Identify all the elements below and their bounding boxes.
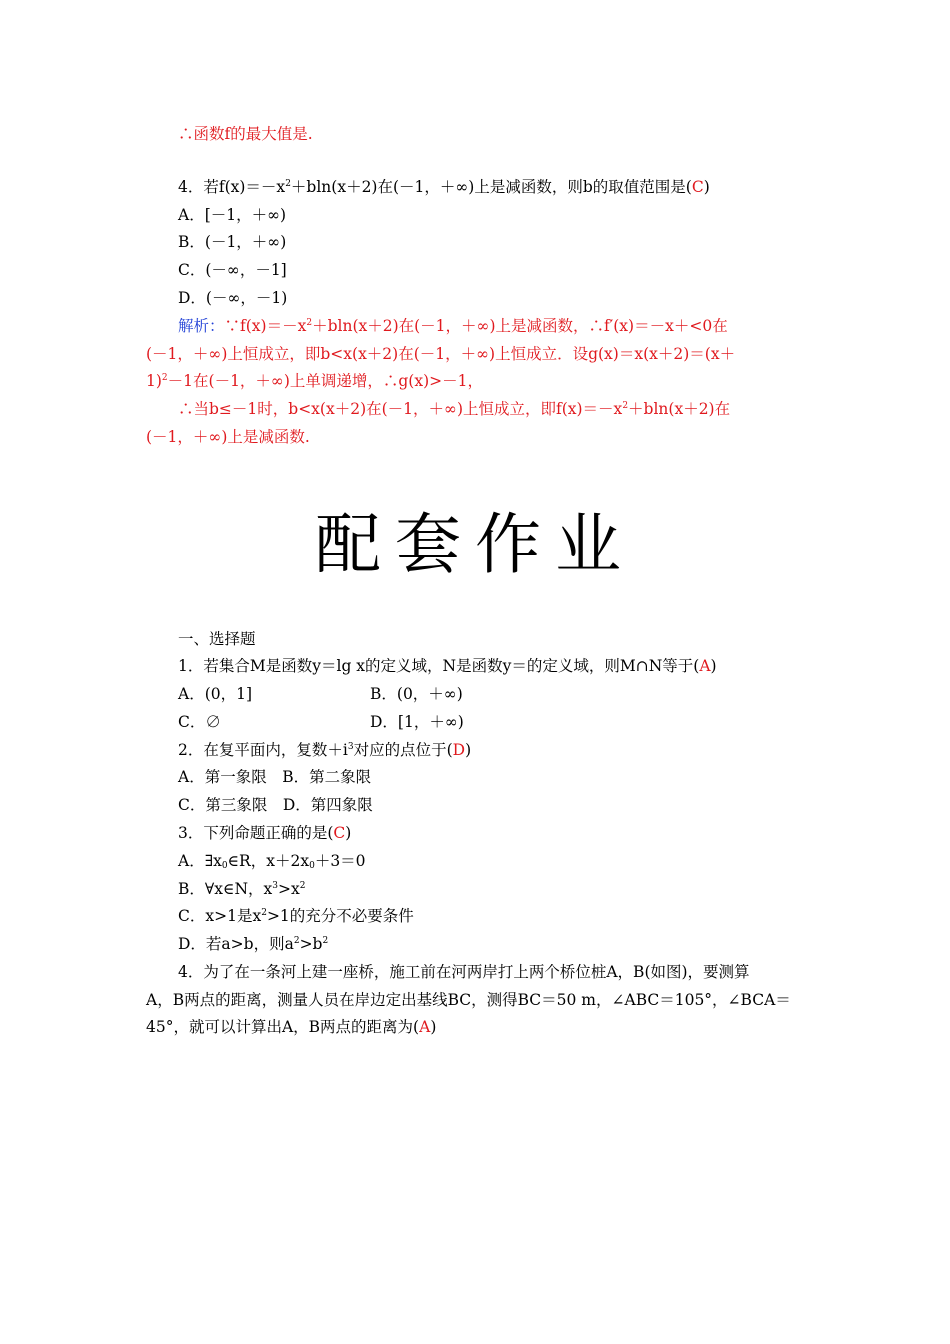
q3-option-d bbox=[178, 934, 328, 954]
superscript: 2 bbox=[285, 179, 291, 189]
option-a: A．[－1，＋∞) bbox=[178, 206, 287, 224]
q2-options-row-2: C．第三象限 D．第四象限 bbox=[178, 796, 373, 814]
option-text: B．∀x∈N，x bbox=[178, 880, 273, 898]
option-b: B．(－1，＋∞) bbox=[178, 233, 287, 251]
part-heading: 一、选择题 bbox=[178, 630, 256, 648]
stem-text: 4．若f(x)＝－x bbox=[178, 178, 286, 196]
answer-letter: C bbox=[333, 824, 346, 842]
option-text: ＋3＝0 bbox=[314, 852, 366, 870]
superscript: 2 bbox=[306, 318, 313, 328]
option-text: >b bbox=[299, 935, 323, 953]
answer-letter: C bbox=[691, 178, 704, 196]
superscript: 2 bbox=[261, 908, 267, 918]
q1-option-b: B．(0，＋∞) bbox=[370, 685, 463, 703]
q4-line-1: 4．为了在一条河上建一座桥，施工前在河两岸打上两个桥位桩A，B(如图)，要测算 bbox=[178, 963, 750, 981]
q4-line-2: A，B两点的距离，测量人员在岸边定出基线BC，测得BC＝50 m，∠ABC＝105°，∠BCA＝ bbox=[146, 991, 791, 1009]
analysis-text: ∵f(x)＝－x bbox=[224, 317, 307, 335]
stem-text: 对应的点位于( bbox=[353, 741, 453, 759]
conclusion-line: ∴函数f的最大值是. bbox=[178, 125, 313, 143]
analysis-line-1 bbox=[178, 316, 728, 336]
superscript: 3 bbox=[347, 742, 354, 752]
q3-stem bbox=[178, 823, 351, 843]
stem-text: 45°，就可以计算出A，B两点的距离为( bbox=[146, 1018, 420, 1036]
analysis-line-4 bbox=[178, 399, 730, 419]
q1-option-a: A．(0，1] bbox=[178, 685, 253, 703]
q1-option-c: C．∅ bbox=[178, 713, 221, 731]
analysis-line-5: (－1，＋∞)上是减函数. bbox=[146, 428, 310, 446]
answer-letter: D bbox=[452, 741, 466, 759]
subscript: 0 bbox=[309, 861, 315, 871]
answer-letter: A bbox=[699, 657, 711, 675]
paren: ) bbox=[703, 178, 710, 196]
section-title: 配套作业 bbox=[315, 506, 635, 583]
q2-stem bbox=[178, 740, 471, 760]
answer-letter: A bbox=[419, 1018, 431, 1036]
q2-options-row-1: A．第一象限 B．第二象限 bbox=[178, 768, 372, 786]
analysis-text: 1) bbox=[146, 372, 162, 390]
option-text: >x bbox=[278, 880, 300, 898]
analysis-text: －1在(－1，＋∞)上单调递增，∴g(x)>－1， bbox=[167, 372, 483, 390]
paren: ) bbox=[345, 824, 352, 842]
analysis-line-3 bbox=[146, 371, 483, 391]
stem-text: 2．在复平面内，复数＋i bbox=[178, 741, 348, 759]
q1-stem bbox=[178, 656, 717, 676]
prev-q4-stem bbox=[178, 177, 710, 197]
superscript: 2 bbox=[322, 936, 329, 946]
paren: ) bbox=[710, 657, 717, 675]
stem-text: ＋bln(x＋2)在(－1，＋∞)上是减函数，则b的取值范围是( bbox=[290, 178, 692, 196]
q1-option-d: D．[1，＋∞) bbox=[370, 713, 464, 731]
analysis-text: ∴当b≤－1时，b<x(x＋2)在(－1，＋∞)上恒成立，即f(x)＝－x bbox=[178, 400, 623, 418]
superscript: 3 bbox=[272, 881, 278, 891]
option-c: C．(－∞，－1] bbox=[178, 261, 287, 279]
option-d: D．(－∞，－1) bbox=[178, 289, 288, 307]
superscript: 2 bbox=[293, 936, 300, 946]
q4-line-3 bbox=[146, 1017, 436, 1037]
superscript: 2 bbox=[622, 401, 629, 411]
paren: ) bbox=[430, 1018, 437, 1036]
analysis-line-2: (－1，＋∞)上恒成立，即b<x(x＋2)在(－1，＋∞)上恒成立．设g(x)＝x(x＋2)＝(x＋ bbox=[146, 345, 736, 363]
stem-text: 3．下列命题正确的是( bbox=[178, 824, 334, 842]
q3-option-a bbox=[178, 851, 366, 871]
paren: ) bbox=[465, 741, 472, 759]
superscript: 2 bbox=[299, 881, 306, 891]
option-text: >1的充分不必要条件 bbox=[266, 907, 414, 925]
subscript: 0 bbox=[221, 861, 228, 871]
option-text: D．若a>b，则a bbox=[178, 935, 294, 953]
analysis-label: 解析： bbox=[178, 317, 225, 335]
option-text: C．x>1是x bbox=[178, 907, 262, 925]
stem-text: 1．若集合M是函数y＝lg x的定义域，N是函数y＝的定义域，则M∩N等于( bbox=[178, 657, 700, 675]
option-text: ∈R，x＋2x bbox=[227, 852, 310, 870]
q3-option-c bbox=[178, 906, 414, 926]
q3-option-b bbox=[178, 879, 305, 899]
analysis-text: ＋bln(x＋2)在 bbox=[628, 400, 731, 418]
option-text: A．∃x bbox=[178, 852, 222, 870]
superscript: 2 bbox=[161, 373, 168, 383]
analysis-text: ＋bln(x＋2)在(－1，＋∞)上是减函数，∴f′(x)＝－x＋<0在 bbox=[312, 317, 728, 335]
